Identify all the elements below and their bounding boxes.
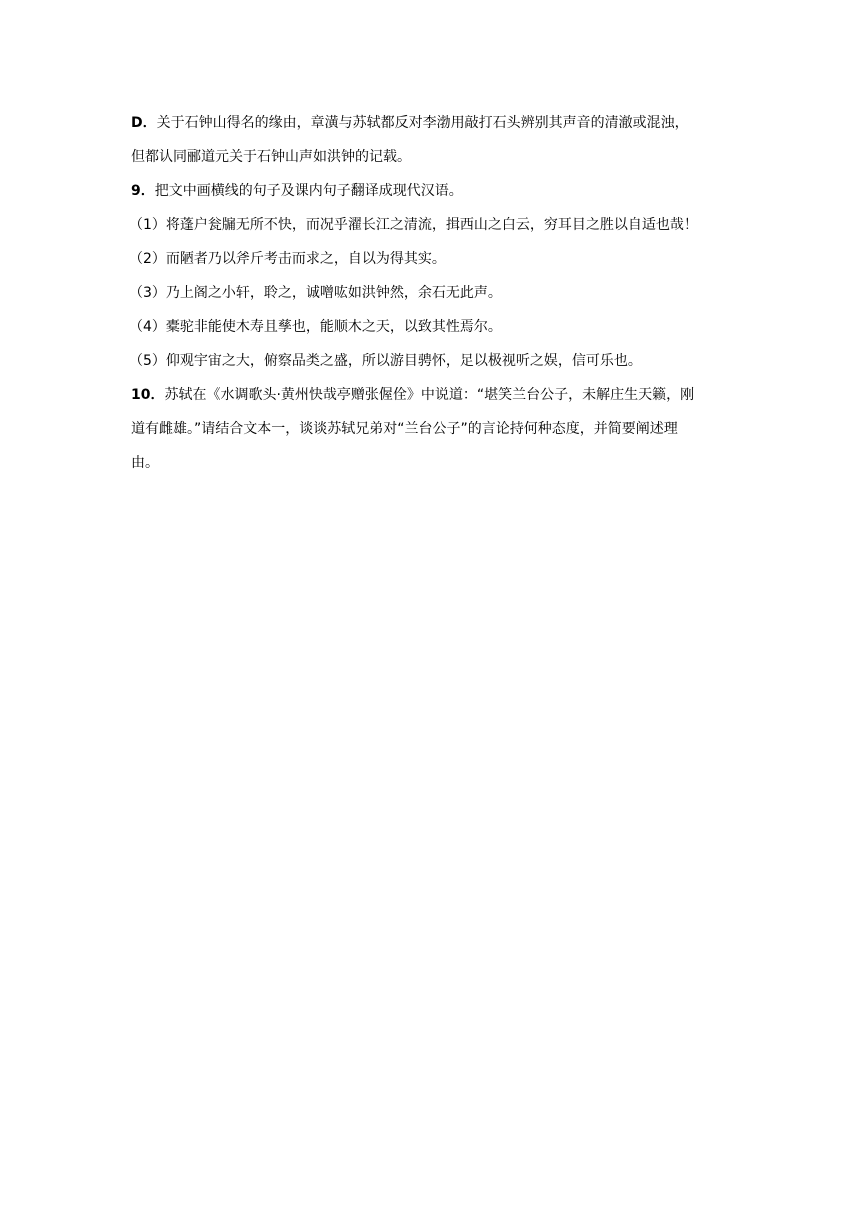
item-label: （2） xyxy=(129,251,166,267)
item-text: 乃上阁之小轩，聆之，诚噌吰如洪钟然，余石无此声。 xyxy=(165,285,502,301)
option-d-line-1 xyxy=(131,106,731,140)
question-10-line-1 xyxy=(131,378,731,412)
item-text: 橐驼非能使木寿且孳也，能顺木之天，以致其性焉尔。 xyxy=(165,319,502,335)
option-d-label: D． xyxy=(131,115,157,131)
question-9-item-2 xyxy=(129,242,731,276)
question-10-line-3 xyxy=(131,446,731,480)
option-d-line-2 xyxy=(131,140,731,174)
item-text: 而陋者乃以斧斤考击而求之，自以为得其实。 xyxy=(165,251,446,267)
question-9-item-4 xyxy=(129,310,731,344)
item-label: （1） xyxy=(129,217,166,233)
question-10-text-1: 苏轼在《水调歌头·黄州快哉亭赠张偓佺》中说道：“堪笑兰台公子，未解庄生天籁，刚 xyxy=(164,387,695,403)
question-9-prompt xyxy=(131,174,731,208)
question-10-line-2 xyxy=(131,412,731,446)
question-9-item-5 xyxy=(129,344,731,378)
question-10-number: 10． xyxy=(131,387,165,403)
question-10-text-3: 由。 xyxy=(131,455,159,471)
document-page xyxy=(131,106,731,480)
item-text: 将蓬户瓮牖无所不快，而况乎濯长江之清流，揖西山之白云，穷耳目之胜以自适也哉！ xyxy=(165,217,698,233)
question-9-number: 9． xyxy=(131,183,155,199)
question-9-item-1 xyxy=(129,208,731,242)
question-10-text-2: 道有雌雄。”请结合文本一，谈谈苏轼兄弟对“兰台公子”的言论持何种态度，并简要阐述理 xyxy=(131,421,678,437)
option-d-text-2: 但都认同郦道元关于石钟山声如洪钟的记载。 xyxy=(131,149,411,165)
question-9-item-3 xyxy=(129,276,731,310)
item-label: （4） xyxy=(129,319,166,335)
item-label: （5） xyxy=(129,353,166,369)
item-label: （3） xyxy=(129,285,166,301)
option-d-text-1: 关于石钟山得名的缘由，章潢与苏轼都反对李渤用敲打石头辨别其声音的清澈或混浊， xyxy=(156,115,689,131)
question-9-text: 把文中画横线的句子及课内句子翻译成现代汉语。 xyxy=(154,183,463,199)
item-text: 仰观宇宙之大，俯察品类之盛，所以游目骋怀，足以极视听之娱，信可乐也。 xyxy=(165,353,642,369)
